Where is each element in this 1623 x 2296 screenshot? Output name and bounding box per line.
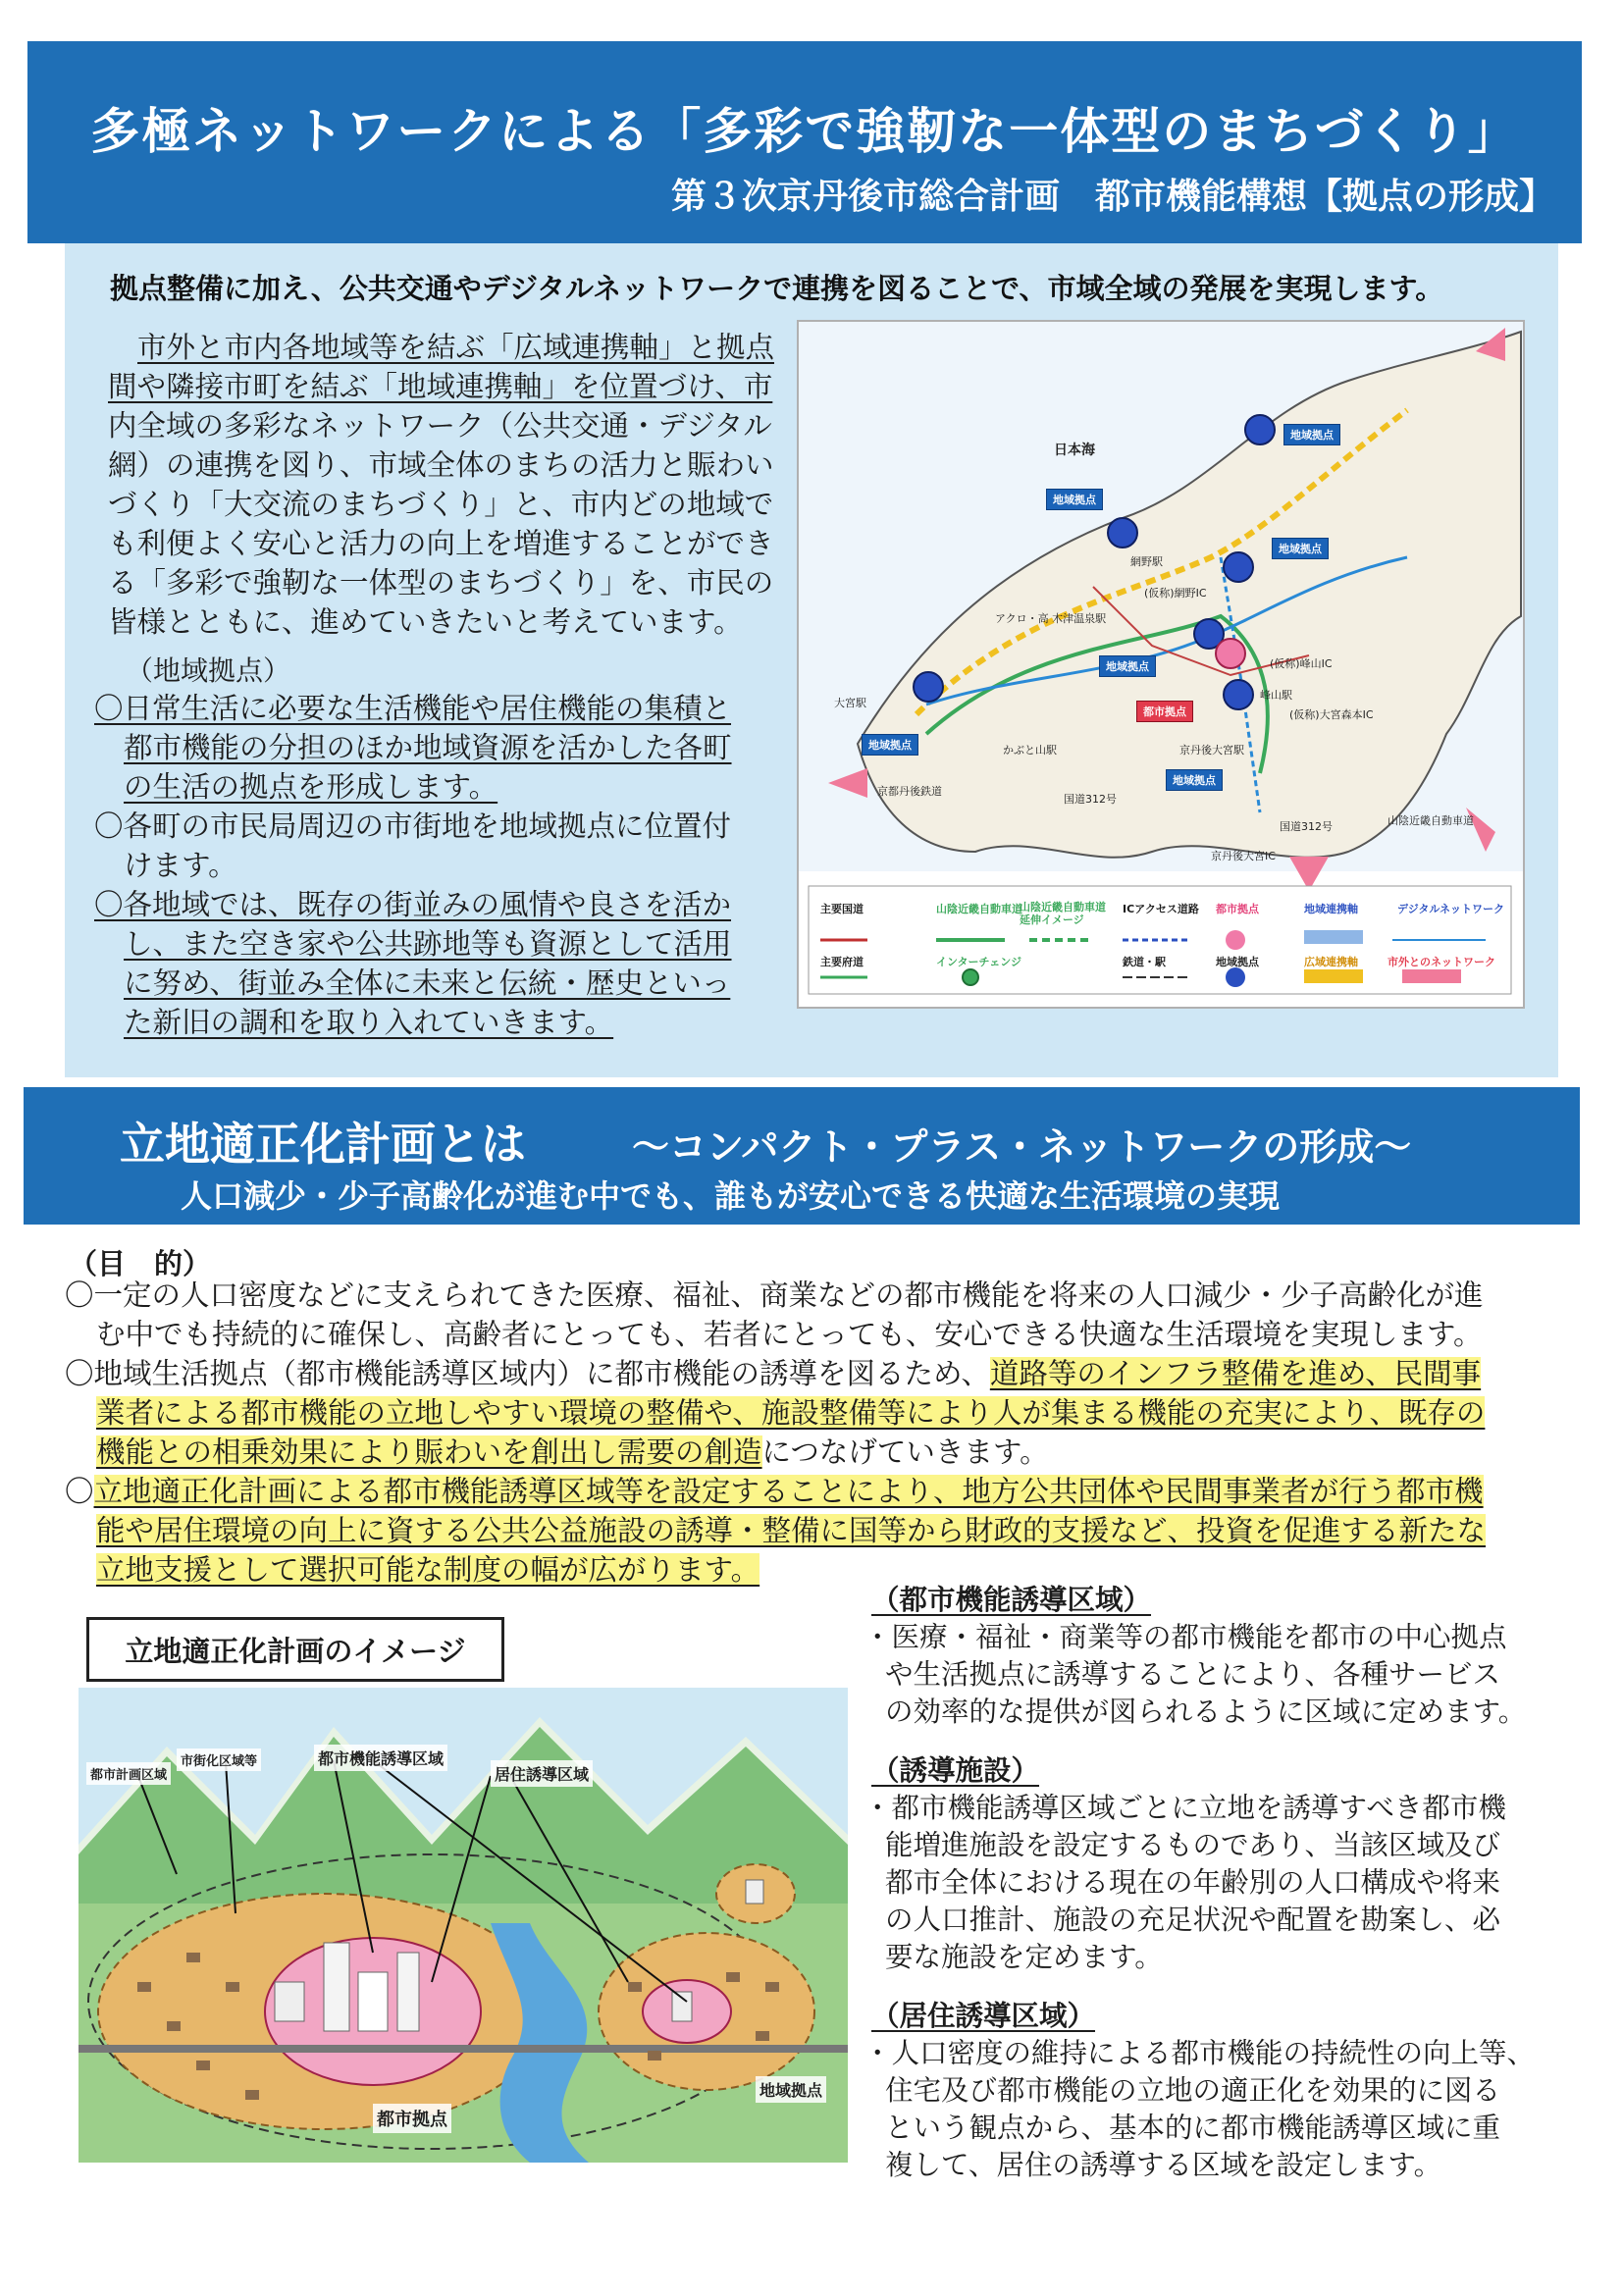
purpose-line — [65, 1393, 1537, 1433]
highlighted-text: 道路等のインフラ整備を進め、民間事 — [989, 1357, 1482, 1390]
regional-hub-marker — [1224, 680, 1253, 709]
image-caption: 立地適正化計画のイメージ — [86, 1617, 504, 1682]
place-label: (仮称)網野IC — [1144, 587, 1207, 600]
definition-heading: （都市機能誘導区域） — [871, 1584, 1152, 1616]
function-area-label: 都市機能誘導区域 — [314, 1745, 447, 1771]
purpose-line: 〇一定の人口密度などに支えられてきた医療、福祉、商業などの都市機能を将来の人口減少・少子高齢化が進 — [65, 1278, 1484, 1312]
place-label: 京丹後大宮IC — [1211, 850, 1276, 862]
location-plan-illustration — [79, 1688, 848, 2163]
regional-hub-marker — [1245, 415, 1275, 444]
intro-line: 皆様とともに、進めていきたいと考えています。 — [108, 605, 743, 639]
legend-label: 広域連携軸 — [1304, 956, 1358, 968]
highlighted-text: 機能との相乗効果により賑わいを創出し需要の創造 — [96, 1435, 762, 1469]
hub-formation-section — [65, 243, 1558, 1077]
definition-line: ・人口密度の維持による都市機能の持続性の向上等、 — [864, 2037, 1536, 2069]
place-label: (仮称)大宮森本IC — [1289, 708, 1374, 721]
page-title: 多極ネットワークによる「多彩で強靭な一体型のまちづくり」 — [90, 103, 1519, 160]
regional-hub-list — [94, 689, 820, 1042]
regional-hub-marker — [1224, 552, 1253, 582]
list-line: 〇各町の市民局周辺の市街地を地域拠点に位置付 — [94, 809, 732, 843]
hub-label: 地域拠点 — [1166, 769, 1223, 791]
purpose-text — [65, 1276, 1537, 1590]
legend-label: 市外とのネットワーク — [1387, 956, 1495, 968]
definition-line: 能増進施設を設定するものであり、当該区域及び — [885, 1829, 1501, 1861]
place-label: (仮称)峰山IC — [1270, 657, 1333, 670]
regional-hub-marker — [1108, 518, 1137, 548]
intro-line: 内全域の多彩なネットワーク（公共交通・デジタル — [108, 409, 772, 443]
intro-line: る「多彩で強靭な一体型のまちづくり」を、市民の — [108, 566, 774, 600]
sea-label: 日本海 — [1054, 443, 1095, 458]
definition-line: や生活拠点に誘導することにより、各種サービス — [885, 1658, 1501, 1691]
definition-line: ・医療・福祉・商業等の都市機能を都市の中心拠点 — [864, 1621, 1507, 1653]
legend-label: 主要府道 — [820, 956, 864, 968]
place-label: 京丹後大宮駅 — [1179, 744, 1244, 757]
regional-hub-label: 地域拠点 — [756, 2076, 826, 2103]
purpose-line — [65, 1354, 1537, 1393]
purpose-line — [65, 1472, 1537, 1511]
urbanization-area-label: 市街化区域等 — [177, 1748, 261, 1771]
definition-function-area — [864, 1582, 1570, 1731]
legend-label: 地域拠点 — [1216, 956, 1259, 968]
hub-label: 地域拠点 — [862, 734, 918, 756]
highlighted-text: 能や居住環境の向上に資する公共公益施設の誘導・整備に国等から財政的支援など、投資を促進する新たな — [96, 1514, 1487, 1547]
legend-label: 主要国道 — [820, 903, 864, 915]
purpose-heading: （目 的） — [69, 1247, 212, 1280]
definition-line: の効率的な提供が図られるように区域に定めます。 — [885, 1696, 1527, 1728]
section-description: 人口減少・少子高齢化が進む中でも、誰もが安心できる快適な生活環境の実現 — [181, 1177, 1281, 1215]
definition-line: という観点から、基本的に都市機能誘導区域に重 — [885, 2112, 1501, 2144]
definition-heading: （居住誘導区域） — [871, 2000, 1096, 2032]
city-hub-marker — [1216, 639, 1245, 668]
regional-hub-heading: （地域拠点） — [126, 654, 291, 687]
definition-line: 要な施設を定めます。 — [885, 1941, 1163, 1973]
definition-facility — [864, 1752, 1570, 1976]
definition-line: ・都市機能誘導区域ごとに立地を誘導すべき都市機 — [864, 1792, 1506, 1824]
list-line: に努め、街並み全体に未来と伝統・歴史といっ — [124, 966, 731, 1000]
list-line: た新旧の調和を取り入れていきます。 — [124, 1006, 614, 1039]
urban-function-map — [797, 320, 1525, 1009]
place-label: アクロ・高 木津温泉駅 — [995, 612, 1107, 625]
legend-label: 鉄道・駅 — [1123, 956, 1166, 968]
legend-label: ICアクセス道路 — [1123, 903, 1199, 915]
city-hub-label: 都市拠点 — [1136, 701, 1193, 722]
section-title: 立地適正化計画とは — [120, 1118, 526, 1171]
place-label: 京都丹後鉄道 — [877, 785, 942, 798]
purpose-line — [65, 1511, 1537, 1550]
legend-label: デジタルネットワーク — [1397, 903, 1505, 915]
place-label: 大宮駅 — [834, 697, 866, 709]
list-line: の生活の拠点を形成します。 — [124, 770, 498, 804]
list-line: けます。 — [124, 849, 237, 882]
place-label: 国道312号 — [1064, 793, 1117, 806]
definition-line: 都市全体における現在の年齢別の人口構成や将来 — [885, 1866, 1501, 1899]
legend-label: 都市拠点 — [1216, 903, 1259, 915]
purpose-text-segment: につなげていきます。 — [761, 1435, 1049, 1469]
place-label: 国道312号 — [1280, 820, 1333, 833]
place-label: 峰山駅 — [1260, 689, 1292, 702]
legend-label: 山陰近畿自動車道 — [936, 903, 1022, 915]
hub-label: 地域拠点 — [1099, 655, 1156, 677]
hub-label: 地域拠点 — [1283, 424, 1340, 445]
intro-line: 間や隣接市町を結ぶ「地域連携軸」を位置づけ、市 — [108, 370, 773, 403]
intro-paragraph — [108, 328, 818, 642]
list-line: し、また空き家や公共跡地等も資源として活用 — [124, 927, 732, 961]
legend-label: 地域連携軸 — [1304, 903, 1358, 915]
highlighted-text: 立地支援として選択可能な制度の幅が広がります。 — [96, 1553, 760, 1587]
section-subtitle: ～コンパクト・プラス・ネットワークの形成～ — [632, 1125, 1412, 1169]
lead-text: 拠点整備に加え、公共交通やデジタルネットワークで連携を図ることで、市域全域の発展を実現します。 — [110, 272, 1444, 305]
definitions — [864, 1582, 1570, 2206]
legend-label: 山陰近畿自動車道 延伸イメージ — [1020, 901, 1106, 926]
header-banner — [27, 41, 1582, 243]
purpose-text-segment: 〇 — [65, 1475, 94, 1508]
definition-heading: （誘導施設） — [871, 1754, 1040, 1787]
definition-line: 複して、居住の誘導する区域を設定します。 — [885, 2149, 1442, 2181]
list-item — [94, 689, 820, 807]
intro-line: 市外と市内各地域等を結ぶ「広域連携軸」と拠点 — [137, 331, 775, 364]
purpose-line — [65, 1433, 1537, 1472]
list-line: 〇日常生活に必要な生活機能や居住機能の集積と — [94, 692, 732, 725]
list-item — [94, 885, 820, 1042]
planning-area-label: 都市計画区域 — [86, 1762, 171, 1785]
intro-line: も利便よく安心と活力の向上を増進することができ — [108, 527, 774, 560]
purpose-line: む中でも持続的に確保し、高齢者にとっても、若者にとっても、安心できる快適な生活環境を実現します。 — [96, 1318, 1483, 1351]
highlighted-text: 業者による都市機能の立地しやすい環境の整備や、施設整備等により人が集まる機能の充実により、既存の — [96, 1396, 1486, 1430]
location-plan-banner — [24, 1087, 1580, 1225]
hub-label: 地域拠点 — [1272, 538, 1329, 559]
list-line: 〇各地域では、既存の街並みの風情や良さを活か — [94, 888, 732, 921]
legend-label: インターチェンジ — [936, 956, 1021, 968]
definition-line: 住宅及び都市機能の立地の適正化を効果的に図る — [885, 2074, 1501, 2107]
intro-line: 網）の連携を図り、市域全体のまちの活力と賑わい — [108, 448, 774, 482]
page-subtitle: 第３次京丹後市総合計画 都市機能構想【拠点の形成】 — [670, 177, 1554, 217]
place-label: 山陰近畿自動車道 — [1387, 814, 1474, 827]
definition-line: の人口推計、施設の充足状況や配置を勘案し、必 — [885, 1904, 1501, 1936]
regional-hub-marker — [914, 672, 943, 702]
city-hub-label: 都市拠点 — [373, 2104, 451, 2133]
hub-label: 地域拠点 — [1046, 489, 1103, 510]
list-line: 都市機能の分担のほか地域資源を活かした各町 — [124, 731, 732, 764]
definition-residential-area — [864, 1998, 1570, 2184]
highlighted-text: 立地適正化計画による都市機能誘導区域等を設定することにより、地方公共団体や民間事業者が行う都市機 — [93, 1475, 1484, 1508]
purpose-text-segment: 〇地域生活拠点（都市機能誘導区域内）に都市機能の誘導を図るため、 — [65, 1357, 990, 1390]
place-label: かぶと山駅 — [1003, 744, 1057, 757]
residential-area-label: 居住誘導区域 — [491, 1760, 593, 1787]
place-label: 網野駅 — [1130, 555, 1163, 568]
list-item — [94, 807, 820, 885]
intro-line: づくり「大交流のまちづくり」と、市内どの地域で — [108, 488, 774, 521]
